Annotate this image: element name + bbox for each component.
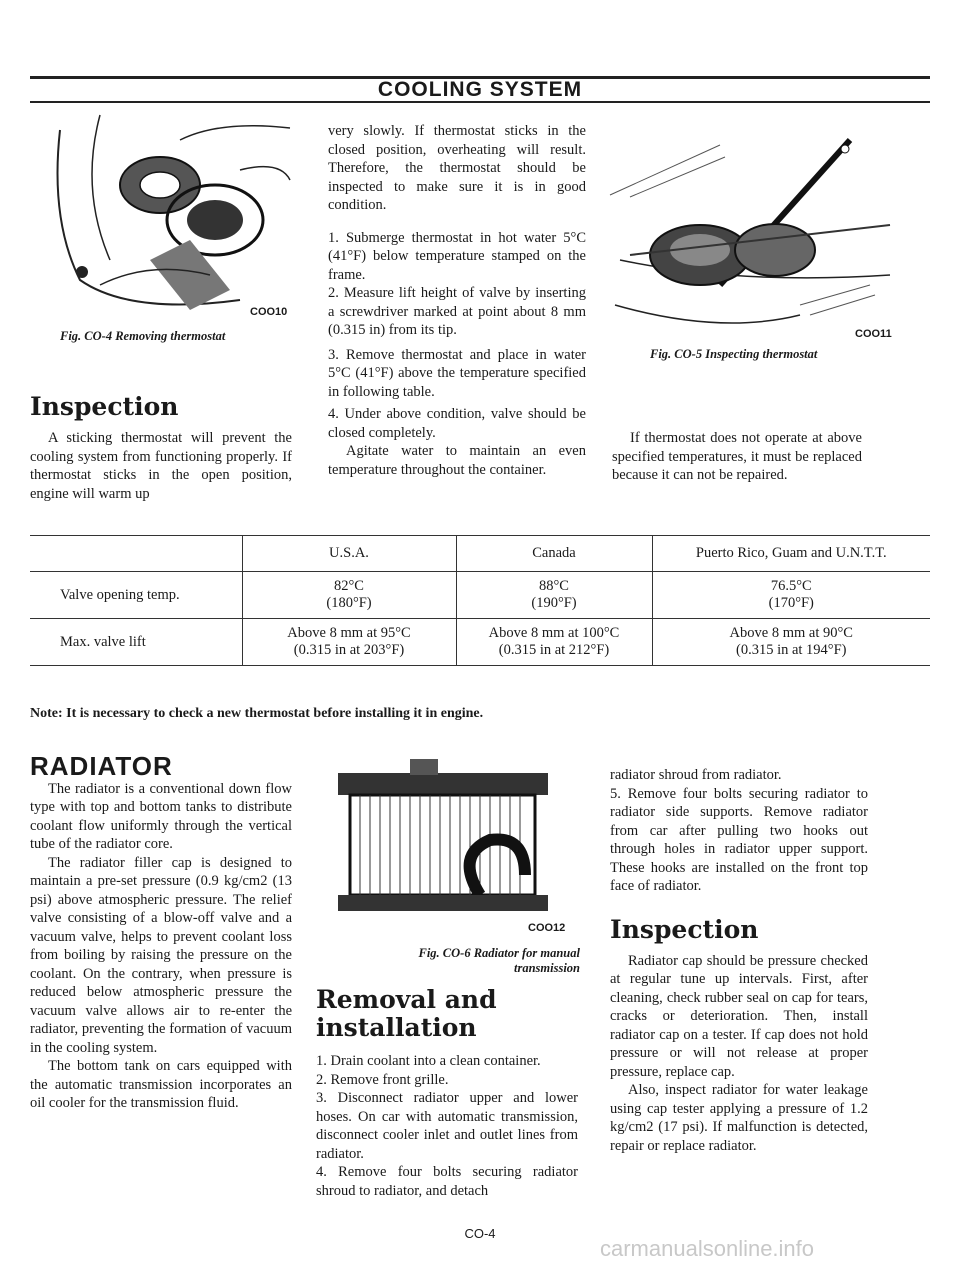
fig-co5-caption: Fig. CO-5 Inspecting thermostat [650, 347, 818, 361]
thermostat-test-steps [328, 122, 586, 479]
thermostat-inspection-heading: Inspection [30, 392, 179, 421]
removal-section [316, 986, 578, 1200]
cell-line: Above 8 mm at 90°C [729, 625, 853, 641]
cell-line: (0.315 in at 203°F) [293, 642, 405, 658]
header-rule-bottom [30, 101, 930, 103]
table-header-cell: U.S.A. [242, 536, 456, 572]
table-row [30, 572, 930, 619]
table-cell [456, 572, 652, 619]
thermostat-inspection-illustration [600, 135, 900, 330]
cell-line: (180°F) [326, 595, 372, 611]
table-cell [652, 619, 930, 666]
row-label: Max. valve lift [60, 633, 146, 650]
thermostat-spec-table [30, 535, 930, 666]
table-cell [242, 619, 456, 666]
fig-co6-code: COO12 [528, 922, 566, 934]
page-number: CO-4 [464, 1226, 496, 1241]
table-cell [456, 619, 652, 666]
cell-line: Above 8 mm at 100°C [488, 625, 620, 641]
cell-line: Above 8 mm at 95°C [287, 625, 411, 641]
row-label: Valve opening temp. [60, 586, 180, 603]
table-header-row [30, 536, 930, 572]
fig-co4-caption: Fig. CO-4 Removing thermostat [60, 329, 226, 343]
table-row [30, 619, 930, 666]
page-title: COOLING SYSTEM [377, 78, 583, 101]
table-header-cell: Canada [456, 536, 652, 572]
radiator-inspection-paragraph-1: Radiator cap should be pressure checked at regular tune up intervals. First, after cleaning, check rubber seal on cap for tears, cracks or deterioration. Then, install radiator cap on a tester. If cap does not hold pressure or will not release at proper pressure, replace cap. [610, 952, 868, 1080]
table-header-cell: Puerto Rico, Guam and U.N.T.T. [652, 536, 930, 572]
step-1: 1. Submerge thermostat in hot water 5°C (41°F) below temperature stamped on the frame. [328, 229, 586, 283]
fig-co6-caption: Fig. CO-6 Radiator for manual transmission [418, 946, 580, 975]
radiator-inspection-heading: Inspection [610, 914, 759, 944]
table-header-cell [30, 536, 242, 572]
paragraph: radiator shroud from radiator. [610, 767, 782, 783]
paragraph: If thermostat does not operate at above specified temperatures, it must be replaced because it can not be repaired. [612, 430, 862, 483]
cell-line: 76.5°C [770, 578, 812, 594]
fig-co4-code: COO10 [250, 306, 288, 318]
cell-line: (170°F) [768, 595, 814, 611]
installation-note: Note: It is necessary to check a new thermostat before installing it in engine. [30, 706, 484, 721]
removal-heading: Removal and installation [316, 985, 497, 1042]
radiator-heading: RADIATOR [30, 751, 173, 781]
removal-step-5: 5. Remove four bolts securing radiator to radiator side supports. Remove radiator from car after pulling two hooks out through holes in radiator upper support. These hooks are installed on the front top face of radiator. [610, 785, 868, 894]
watermark: carmanualsonline.info [600, 1236, 815, 1261]
cell-line: 82°C [334, 578, 364, 594]
radiator-section [30, 751, 292, 1113]
removal-step-4: 4. Remove four bolts securing radiator shroud to radiator, and detach [316, 1164, 578, 1199]
table-cell [242, 572, 456, 619]
removal-step-3: 3. Disconnect radiator upper and lower hoses. On car with automatic transmission, disconnect cooler inlet and outlet lines from radiator. [316, 1090, 578, 1162]
radiator-inspection-paragraph-2: Also, inspect radiator for water leakage using cap tester applying a pressure of 1.2 kg/cm2 (17 psi). If malfunction is detected, repair or replace radiator. [610, 1082, 868, 1154]
radiator-paragraph-3: The bottom tank on cars equipped with the automatic transmission incorporates an oil cooler for the transmission fluid. [30, 1058, 292, 1111]
radiator-illustration [330, 755, 560, 915]
paragraph: very slowly. If thermostat sticks in the closed position, overheating will result. Therefore, the thermostat should be inspected to make sure it is in good condition. [328, 123, 586, 213]
cell-line: (190°F) [531, 595, 577, 611]
radiator-paragraph-1: The radiator is a conventional down flow type with top and bottom tanks to distribute coolant flow uniformly through the vertical tube of the radiator core. [30, 780, 292, 852]
fig-co5-code: COO11 [855, 328, 892, 340]
removal-step-2: 2. Remove front grille. [316, 1071, 449, 1088]
cell-line: (0.315 in at 212°F) [498, 642, 610, 658]
thermostat-removal-illustration [40, 110, 290, 325]
step-3: 3. Remove thermostat and place in water 5°C (41°F) above the temperature specified in following table. [328, 346, 586, 400]
removal-step-1: 1. Drain coolant into a clean container. [316, 1053, 541, 1069]
step-2: 2. Measure lift height of valve by inserting a screwdriver marked at point about 8 mm (0.315 in) from its tip. [328, 285, 586, 338]
cell-line: 88°C [539, 578, 569, 594]
table-cell [652, 572, 930, 619]
step-4: 4. Under above condition, valve should be closed completely. [328, 406, 586, 441]
thermostat-inspection-text: A sticking thermostat will prevent the cooling system from functioning properly. If thermostat sticks in the open position, engine will warm up [30, 430, 292, 502]
cell-line: (0.315 in at 194°F) [735, 642, 847, 658]
radiator-inspection-section [610, 766, 868, 1155]
radiator-paragraph-2: The radiator filler cap is designed to maintain a pre-set pressure (0.9 kg/cm2 (13 psi) above atmospheric pressure. The relief valve consisting of a blow-off valve and a vacuum valve, helps to prevent coolant loss from boiling by raising the pressure on the coolant. On the contrary, when pressure is reduced below atmospheric pressure the vacuum valve allows air to re-enter the radiator, preventing the formation of vacuum in the cooling system. [30, 854, 292, 1056]
replace-thermostat-note [612, 429, 862, 485]
thermostat-inspection-section [30, 393, 292, 503]
agitate-paragraph: Agitate water to maintain an even temperature throughout the container. [328, 443, 586, 478]
